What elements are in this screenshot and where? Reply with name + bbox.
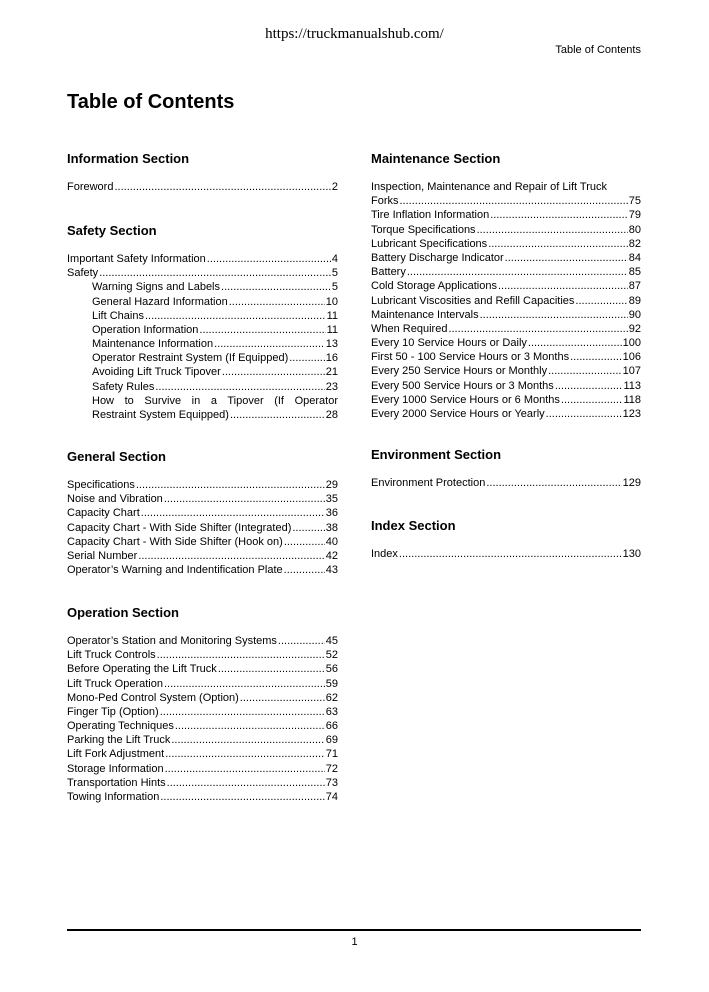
- toc-entry[interactable]: Finger Tip (Option) ..... 63: [67, 705, 338, 719]
- toc-entry[interactable]: Lubricant Viscosities and Refill Capacities ..... 89: [371, 294, 641, 308]
- toc-subentry[interactable]: General Hazard Information ..... 10: [67, 295, 338, 309]
- index-section: [371, 517, 641, 561]
- toc-entry[interactable]: Inspection, Maintenance and Repair of Lift Truck Forks ..... 75: [371, 180, 641, 208]
- toc-entry[interactable]: Noise and Vibration ..... 35: [67, 492, 338, 506]
- toc-entry[interactable]: Every 250 Service Hours or Monthly ..... 107: [371, 364, 641, 378]
- safety-section: [67, 222, 338, 448]
- section-heading: Information Section: [67, 151, 190, 166]
- toc-entry[interactable]: Important Safety Information ..... 4: [67, 252, 338, 266]
- toc-entry[interactable]: Towing Information ..... 74: [67, 790, 338, 804]
- toc-entry[interactable]: Transportation Hints ..... 73: [67, 776, 338, 790]
- toc-right-column: [371, 150, 641, 561]
- toc-entry[interactable]: Lift Truck Controls ..... 52: [67, 648, 338, 662]
- section-heading: Maintenance Section: [371, 151, 501, 166]
- toc-subentry[interactable]: How to Survive in a Tipover (If Operator Restraint System Equipped) ..... 28: [67, 394, 338, 422]
- toc-subentry[interactable]: Avoiding Lift Truck Tipover ..... 21: [67, 366, 338, 380]
- toc-entry[interactable]: Torque Specifications ..... 80: [371, 223, 641, 237]
- information-section: [67, 150, 338, 222]
- toc-entry[interactable]: Serial Number ..... 42: [67, 549, 338, 563]
- toc-subentry[interactable]: Warning Signs and Labels ..... 5: [67, 280, 338, 294]
- toc-entry[interactable]: Every 10 Service Hours or Daily ..... 100: [371, 336, 641, 350]
- toc-entry[interactable]: Safety ..... 5: [67, 266, 338, 280]
- operation-section: [67, 604, 338, 804]
- toc-entry[interactable]: Tire Inflation Information ..... 79: [371, 208, 641, 222]
- toc-entry[interactable]: Every 2000 Service Hours or Yearly ..... 123: [371, 407, 641, 421]
- toc-entry[interactable]: Capacity Chart ..... 36: [67, 506, 338, 520]
- toc-entry[interactable]: Mono-Ped Control System (Option) ..... 62: [67, 691, 338, 705]
- toc-entry[interactable]: Battery Discharge Indicator ..... 84: [371, 251, 641, 265]
- toc-entry[interactable]: Lift Fork Adjustment ..... 71: [67, 748, 338, 762]
- toc-subentry[interactable]: Operation Information ..... 11: [67, 323, 338, 337]
- source-url[interactable]: https://truckmanualshub.com/: [265, 26, 444, 42]
- running-head: Table of Contents: [555, 44, 641, 56]
- toc-entry[interactable]: Foreword ..... 2: [67, 180, 338, 194]
- section-heading: Operation Section: [67, 605, 179, 620]
- environment-section: [371, 446, 641, 517]
- toc-entry[interactable]: First 50 - 100 Service Hours or 3 Months ..... 106: [371, 350, 641, 364]
- toc-entry[interactable]: Cold Storage Applications ..... 87: [371, 279, 641, 293]
- toc-entry[interactable]: Specifications ..... 29: [67, 478, 338, 492]
- section-heading: Environment Section: [371, 447, 502, 462]
- section-heading: Index Section: [371, 518, 456, 533]
- toc-entry[interactable]: Maintenance Intervals ..... 90: [371, 308, 641, 322]
- page-number: 1: [351, 936, 358, 948]
- toc-entry[interactable]: Before Operating the Lift Truck ..... 56: [67, 662, 338, 676]
- toc-entry[interactable]: Capacity Chart - With Side Shifter (Integrated) ..... 38: [67, 521, 338, 535]
- toc-entry[interactable]: Storage Information ..... 72: [67, 762, 338, 776]
- toc-subentry[interactable]: Maintenance Information ..... 13: [67, 337, 338, 351]
- toc-entry[interactable]: Lift Truck Operation ..... 59: [67, 677, 338, 691]
- section-heading: Safety Section: [67, 223, 157, 238]
- toc-entry[interactable]: Battery ..... 85: [371, 265, 641, 279]
- toc-entry[interactable]: Capacity Chart - With Side Shifter (Hook on) ..... 40: [67, 535, 338, 549]
- toc-entry[interactable]: Index ..... 130: [371, 547, 641, 561]
- toc-entry[interactable]: Operating Techniques ..... 66: [67, 719, 338, 733]
- toc-subentry[interactable]: Lift Chains ..... 11: [67, 309, 338, 323]
- toc-entry[interactable]: Operator’s Warning and Indentification Plate ..... 43: [67, 563, 338, 577]
- general-section: [67, 448, 338, 604]
- toc-entry[interactable]: Parking the Lift Truck ..... 69: [67, 733, 338, 747]
- toc-entry[interactable]: Every 500 Service Hours or 3 Months ..... 113: [371, 379, 641, 393]
- toc-entry[interactable]: Lubricant Specifications ..... 82: [371, 237, 641, 251]
- toc-subentry[interactable]: Operator Restraint System (If Equipped) ..... 16: [67, 351, 338, 365]
- toc-subentry[interactable]: Safety Rules ..... 23: [67, 380, 338, 394]
- toc-entry[interactable]: Every 1000 Service Hours or 6 Months ..... 118: [371, 393, 641, 407]
- toc-entry[interactable]: When Required ..... 92: [371, 322, 641, 336]
- page-title: Table of Contents: [67, 91, 235, 113]
- section-heading: General Section: [67, 449, 166, 464]
- toc-left-column: [67, 150, 338, 804]
- footer-rule: [67, 929, 641, 931]
- maintenance-section: [371, 150, 641, 446]
- toc-entry[interactable]: Environment Protection ..... 129: [371, 476, 641, 490]
- toc-entry[interactable]: Operator’s Station and Monitoring Systems ..... 45: [67, 634, 338, 648]
